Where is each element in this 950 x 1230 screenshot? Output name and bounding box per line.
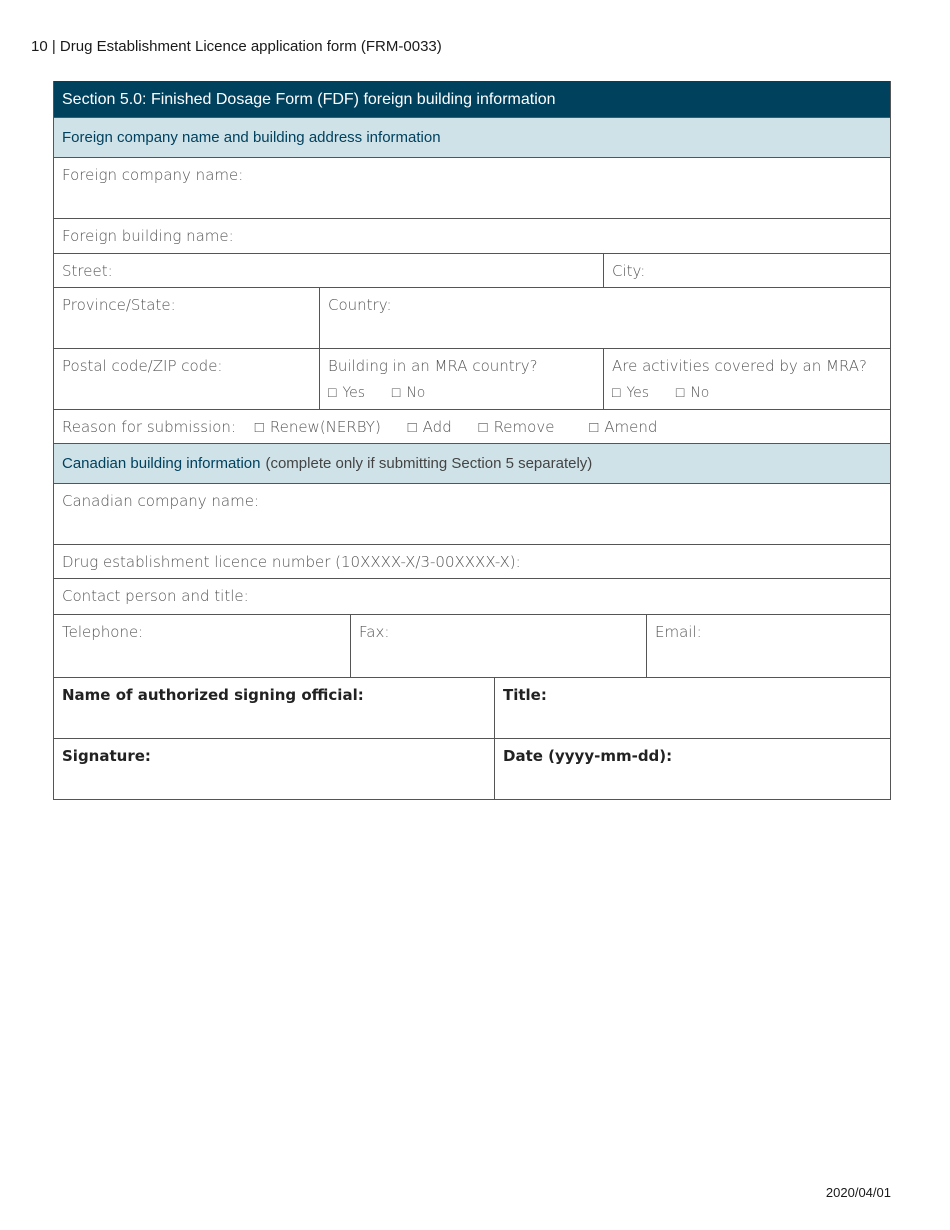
foreign-address-heading-text: Foreign company name and building address information xyxy=(62,129,441,146)
page-header: 10 | Drug Establishment Licence application form (FRM-0033) xyxy=(31,38,442,55)
mra-country-yes-checkbox[interactable]: □ Yes xyxy=(328,385,366,401)
telephone-field[interactable]: Telephone: xyxy=(62,623,144,641)
foreign-address-heading xyxy=(54,117,890,157)
checkbox-icon: □ xyxy=(391,385,401,401)
section-title: Section 5.0: Finished Dosage Form (FDF) foreign building information xyxy=(54,81,890,117)
postal-code-field[interactable]: Postal code/ZIP code: xyxy=(62,357,223,375)
canadian-heading-text: Canadian building information xyxy=(62,455,261,472)
fax-field[interactable]: Fax: xyxy=(350,615,646,677)
province-state-field[interactable]: Province/State: xyxy=(62,296,176,314)
mra-country-question xyxy=(319,349,603,409)
mra-activities-no-checkbox[interactable]: □ No xyxy=(675,385,710,401)
contact-person-field[interactable]: Contact person and title: xyxy=(62,587,249,605)
foreign-company-name-field[interactable]: Foreign company name: xyxy=(62,166,244,184)
country-field[interactable]: Country: xyxy=(319,288,890,348)
reason-add-checkbox[interactable]: □ Add xyxy=(407,418,452,436)
reason-for-submission xyxy=(54,410,890,443)
del-number-field[interactable]: Drug establishment licence number (10XXXX-X/3-00XXXX-X): xyxy=(62,553,521,571)
mra-country-no-checkbox[interactable]: □ No xyxy=(391,385,426,401)
reason-remove-checkbox[interactable]: □ Remove xyxy=(478,418,555,436)
signing-official-field[interactable]: Name of authorized signing official: xyxy=(62,686,364,704)
reason-label: Reason for submission: xyxy=(62,418,236,436)
title-field[interactable]: Title: xyxy=(494,678,890,738)
fdf-foreign-building-form xyxy=(53,81,891,800)
canadian-building-heading xyxy=(54,443,890,483)
canadian-company-name-field[interactable]: Canadian company name: xyxy=(62,492,260,510)
city-field[interactable]: City: xyxy=(603,254,890,287)
mra-country-label: Building in an MRA country? xyxy=(328,357,538,375)
mra-activities-label: Are activities covered by an MRA? xyxy=(612,357,867,375)
reason-amend-checkbox[interactable]: □ Amend xyxy=(589,418,658,436)
mra-activities-yes-checkbox[interactable]: □ Yes xyxy=(612,385,650,401)
foreign-building-name-field[interactable]: Foreign building name: xyxy=(62,227,234,245)
email-field[interactable]: Email: xyxy=(646,615,890,677)
checkbox-icon: □ xyxy=(612,385,621,401)
reason-renew-checkbox[interactable]: □ Renew(NERBY) xyxy=(254,418,381,436)
date-field[interactable]: Date (yyyy-mm-dd): xyxy=(494,739,890,799)
checkbox-icon: □ xyxy=(328,385,337,401)
signature-field[interactable]: Signature: xyxy=(62,747,151,765)
page-footer-date: 2020/04/01 xyxy=(825,1185,891,1200)
checkbox-icon: □ xyxy=(675,385,685,401)
canadian-heading-note: (complete only if submitting Section 5 separately) xyxy=(265,455,593,472)
street-field[interactable]: Street: xyxy=(62,262,113,280)
mra-activities-question xyxy=(603,349,890,409)
